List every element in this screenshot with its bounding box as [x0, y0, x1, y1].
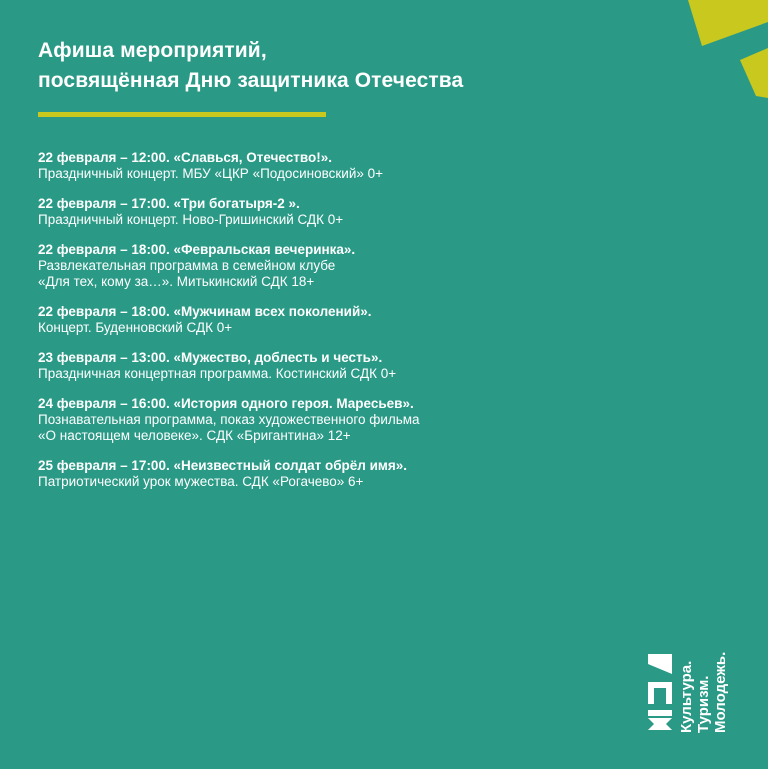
- event-description: Познавательная программа, показ художественного фильма: [38, 412, 420, 427]
- event-heading: 25 февраля – 17:00. «Неизвестный солдат обрёл имя».: [38, 458, 408, 473]
- event-item: [38, 304, 598, 336]
- event-heading: 22 февраля – 12:00. «Славься, Отечество!».: [38, 150, 332, 165]
- event-description: Праздничный концерт. МБУ «ЦКР «Подосиновский» 0+: [38, 166, 384, 181]
- event-list: [38, 150, 598, 504]
- event-description: Концерт. Буденновский СДК 0+: [38, 320, 233, 335]
- event-heading: 22 февраля – 17:00. «Три богатыря-2 ».: [38, 196, 300, 211]
- event-description: «Для тех, кому за…». Митькинский СДК 18+: [38, 274, 315, 289]
- event-description: Праздничная концертная программа. Костинский СДК 0+: [38, 366, 397, 381]
- brand-tagline: [678, 652, 729, 733]
- event-heading: 24 февраля – 16:00. «История одного героя. Маресьев».: [38, 396, 414, 411]
- event-item: [38, 350, 598, 382]
- event-item: [38, 242, 598, 290]
- event-heading: 22 февраля – 18:00. «Февральская вечеринка».: [38, 242, 356, 257]
- event-description: Патриотический урок мужества. СДК «Рогачево» 6+: [38, 474, 364, 489]
- event-description: «О настоящем человеке». СДК «Бригантина» 12+: [38, 428, 351, 443]
- event-item: [38, 458, 598, 490]
- event-description: Развлекательная программа в семейном клубе: [38, 258, 336, 273]
- event-description: Праздничный концерт. Ново-Гришинский СДК 0+: [38, 212, 344, 227]
- title-line-1: Афиша мероприятий,: [38, 39, 267, 62]
- title-divider: [38, 112, 326, 117]
- tagline-line: Культура.: [678, 660, 695, 733]
- kta-logo-icon: [646, 652, 674, 732]
- tagline-line: Туризм.: [695, 675, 712, 733]
- tagline-line: Молодежь.: [712, 651, 729, 733]
- page-title: [38, 36, 463, 96]
- event-item: [38, 196, 598, 228]
- event-item: [38, 396, 598, 444]
- event-heading: 23 февраля – 13:00. «Мужество, доблесть и честь».: [38, 350, 383, 365]
- corner-decoration: [680, 0, 768, 100]
- event-item: [38, 150, 598, 182]
- event-heading: 22 февраля – 18:00. «Мужчинам всех поколений».: [38, 304, 372, 319]
- title-line-2: посвящённая Дню защитника Отечества: [38, 69, 464, 92]
